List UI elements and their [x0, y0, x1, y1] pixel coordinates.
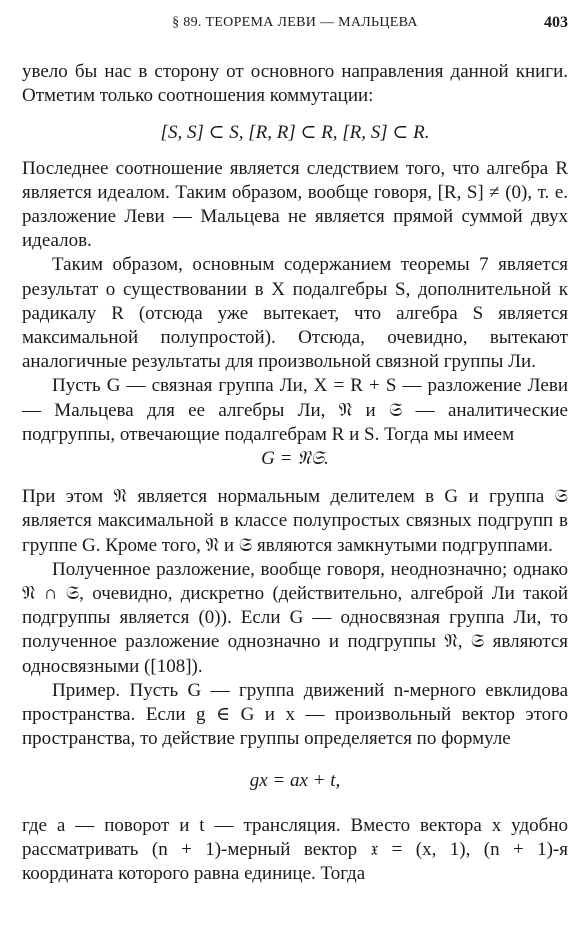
formula-group-decomposition: G = 𝔑𝔖.: [261, 448, 329, 470]
paragraph: увело бы нас в сторону от основного направления данной книги. Отметим только соотношения коммутации:: [22, 61, 568, 107]
paragraph: Полученное разложение, вообще говоря, неоднозначно; однако 𝔑 ∩ 𝔖, очевидно, дискретно (действительно, алгеброй Ли такой подгруппы является (0)). Если G — односвязная группа Ли, то полученное разложение однозначно и подгруппы 𝔑, 𝔖 являются односвязными ([108]).: [22, 558, 568, 677]
paragraph-example: Пример. Пусть G — группа движений n-мерного евклидова пространства. Если g ∈ G и x — произвольный вектор этого пространства, то действие группы определяется по формуле: [22, 679, 568, 750]
page-number: 403: [544, 14, 568, 31]
header-title: § 89. ТЕОРЕМА ЛЕВИ — МАЛЬЦЕВА: [172, 15, 418, 30]
paragraph: Таким образом, основным содержанием теоремы 7 является результат о существовании в X подалгебры S, дополнительной к радикалу R (отсюда уже вытекает, что алгебра S является максимальной полупростой). Отсюда, очевидно, вытекают аналогичные результаты для произвольной связной группы Ли.: [22, 254, 568, 373]
paragraph: Последнее соотношение является следствием того, что алгебра R является идеалом. Таким образом, вообще говоря, [R, S] ≠ (0), т. е. разложение Леви — Мальцева не является прямой суммой двух идеалов.: [22, 157, 568, 252]
formula-motion: gx = ax + t,: [249, 770, 341, 792]
paragraph: Пусть G — связная группа Ли, X = R + S — разложение Леви — Мальцева для ее алгебры Ли, 𝔑 и 𝔖 — аналитические подгруппы, отвечающие подалгебрам R и S. Тогда мы имеем: [22, 375, 568, 445]
paragraph: При этом 𝔑 является нормальным делителем в G и группа 𝔖 является максимальной в классе полупростых связных подгрупп в группе G. Кроме того, 𝔑 и 𝔖 являются замкнутыми подгруппами.: [22, 486, 568, 556]
paragraph: где a — поворот и t — трансляция. Вместо вектора x удобно рассматривать (n + 1)-мерный вектор 𝔵 = (x, 1), (n + 1)-я координата которого равна единице. Тогда: [22, 814, 568, 885]
running-header: [22, 12, 568, 38]
formula-commutation: [S, S] ⊂ S, [R, R] ⊂ R, [R, S] ⊂ R.: [160, 122, 430, 144]
page-body: [22, 60, 568, 886]
